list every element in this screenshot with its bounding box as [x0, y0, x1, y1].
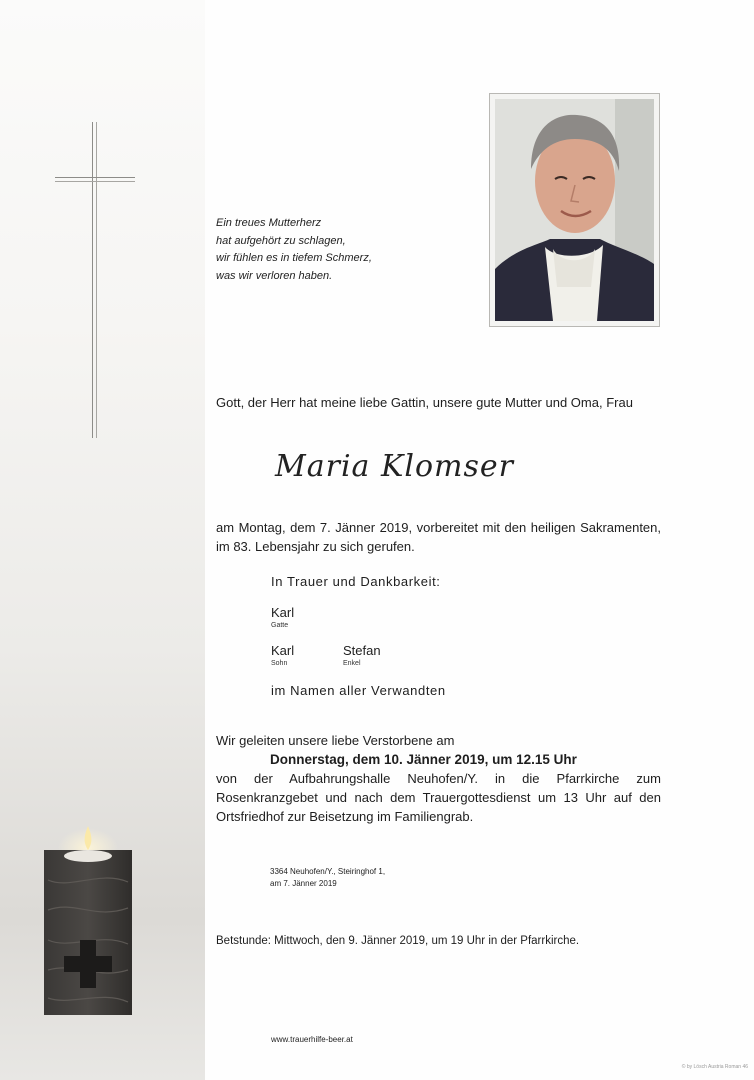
funeral-date: Donnerstag, dem 10. Jänner 2019, um 12.15 Uhr — [270, 752, 577, 767]
deceased-name: Maria Klomser — [275, 449, 514, 484]
relative-relation: Sohn — [271, 660, 288, 667]
funeral-info — [216, 731, 661, 826]
funeral-details: von der Aufbahrungshalle Neuhofen/Y. in die Pfarrkirche zum Rosenkranzgebet und nach dem Trauergottesdienst um 13 Uhr auf den Ortsfriedhof zur Beisetzung im Familiengrab. — [216, 771, 661, 824]
address: 3364 Neuhofen/Y., Steiringhof 1, — [270, 867, 386, 876]
portrait-photo — [489, 93, 660, 327]
all-relatives-text: im Namen aller Verwandten — [271, 683, 446, 698]
relative-relation: Gatte — [271, 622, 289, 629]
relative-relation: Enkel — [343, 660, 361, 667]
prayer-hour: Betstunde: Mittwoch, den 9. Jänner 2019, um 19 Uhr in der Pfarrkirche. — [216, 935, 580, 947]
mourning-heading: In Trauer und Dankbarkeit: — [271, 574, 441, 589]
relative-entry — [343, 643, 381, 668]
relative-name: Karl — [271, 605, 295, 620]
issue-date: am 7. Jänner 2019 — [270, 879, 337, 888]
place-and-date — [270, 866, 385, 890]
cross-icon — [55, 122, 135, 438]
relative-entry — [271, 643, 294, 668]
candle-icon — [40, 820, 136, 1020]
poem-line: was wir verloren haben. — [216, 269, 333, 282]
death-notice: am Montag, dem 7. Jänner 2019, vorbereitet mit den heiligen Sakramenten, im 83. Lebensjahr zu sich gerufen. — [216, 520, 661, 554]
website-link[interactable]: www.trauerhilfe-beer.at — [271, 1035, 353, 1044]
relative-entry — [271, 605, 294, 630]
relative-name: Karl — [271, 643, 295, 658]
funeral-intro: Wir geleiten unsere liebe Verstorbene am — [216, 733, 455, 748]
relative-name: Stefan — [343, 643, 381, 658]
memorial-poem — [216, 215, 446, 285]
poem-line: Ein treues Mutterherz — [216, 217, 322, 229]
copyright-note: © by Lösch Austria Roman 46 — [681, 1064, 748, 1070]
poem-line: wir fühlen es in tiefem Schmerz, — [216, 252, 372, 264]
intro-text: Gott, der Herr hat meine liebe Gattin, unsere gute Mutter und Oma, Frau — [216, 395, 633, 410]
poem-line: hat aufgehört zu schlagen, — [216, 234, 346, 247]
